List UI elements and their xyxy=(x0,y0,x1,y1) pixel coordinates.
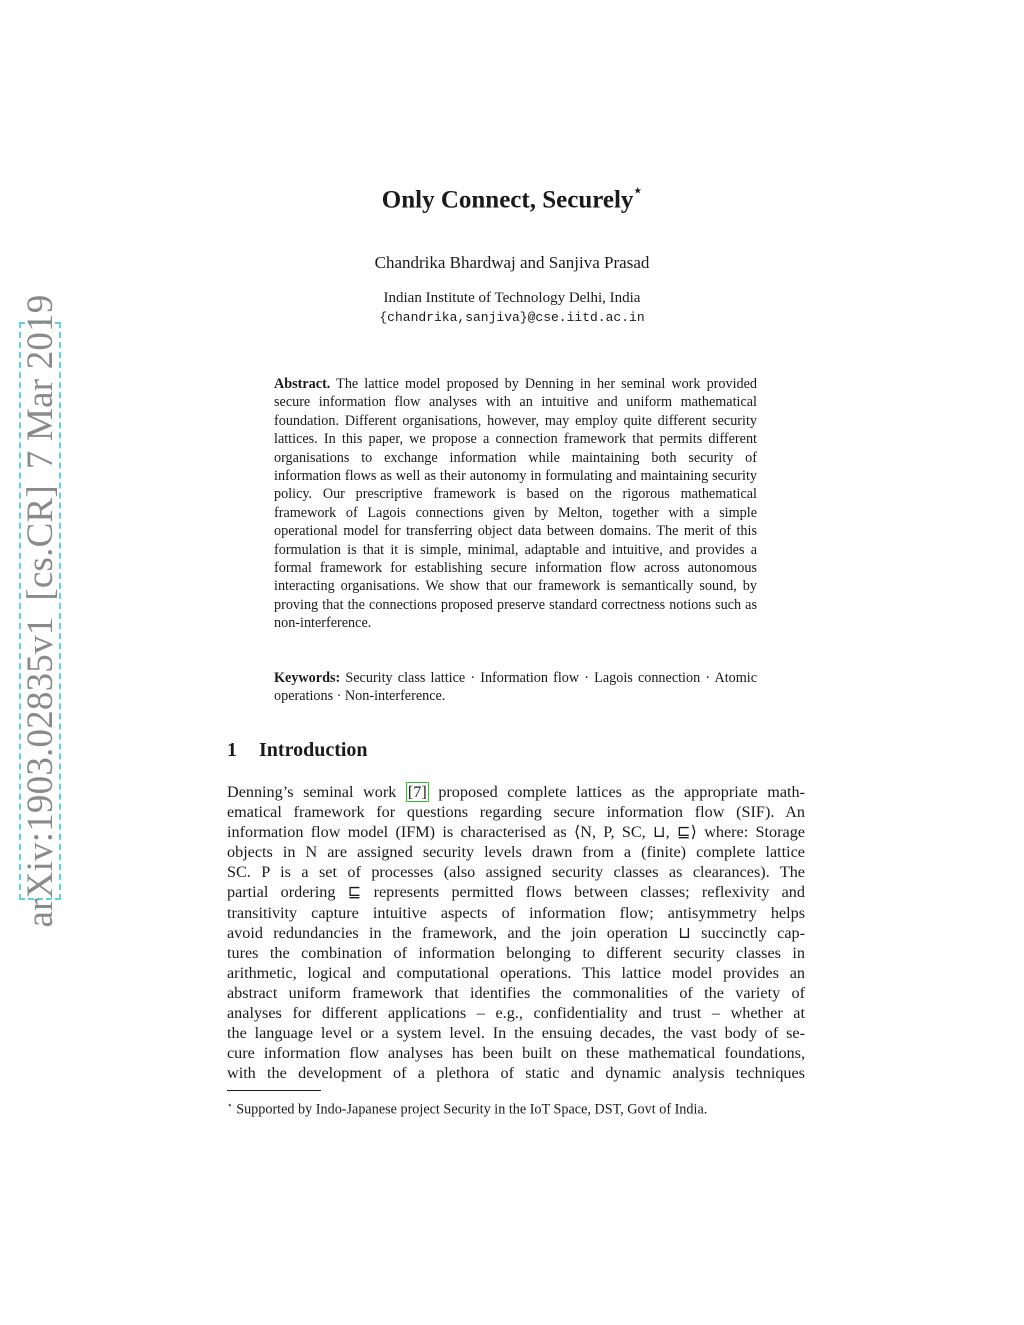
intro-line: information flow model (IFM) is characterised as ⟨N, P, SC, ⊔, ⊑⟩ where: Storage xyxy=(227,823,805,842)
affiliation: Indian Institute of Technology Delhi, India xyxy=(383,290,641,306)
author-email[interactable]: {chandrika,sanjiva}@cse.iitd.ac.in xyxy=(379,310,645,325)
intro-line: avoid redundancies in the framework, and the join operation ⊔ succinctly cap- xyxy=(227,923,805,942)
section-number: 1 xyxy=(227,739,237,761)
intro-line: objects in N are assigned security levels drawn from a (finite) complete lattice xyxy=(227,843,805,862)
intro-line: abstract uniform framework that identifies the commonalities of the variety of xyxy=(227,983,805,1002)
author-list: Chandrika Bhardwaj and Sanjiva Prasad xyxy=(374,253,650,272)
intro-line: transitivity capture intuitive aspects of information flow; antisymmetry helps xyxy=(227,903,805,922)
keywords-text: Security class lattice · Information flow · Lagois connection · Atomic operations · Non-interference. xyxy=(274,670,757,705)
footnote-text: Supported by Indo-Japanese project Security in the IoT Space, DST, Govt of India. xyxy=(236,1101,708,1118)
affiliation-block xyxy=(0,289,1024,327)
footnote-mark: ⋆ xyxy=(227,1100,233,1110)
intro-line: Denning’s seminal work [7] proposed complete lattices as the appropriate math- xyxy=(227,783,805,801)
section-heading xyxy=(227,739,368,762)
keywords-label: Keywords: xyxy=(274,670,341,686)
arxiv-category: [cs.CR] xyxy=(19,485,61,601)
abstract-text: The lattice model proposed by Denning in her seminal work provided secure information flow analyses with an intuitive and uniform mathematical foundation. Different organisations, however, may employ quite different security lattices. In this paper, we propose a connection framework that permits different organisations to exchange information while maintaining both security of information flows as well as their autonomy in formulating and maintaining security policy. Our prescriptive framework is based on the rigorous mathematical framework of Lagois connections given by Melton, together with a simple operational model for transferring object data between domains. The merit of this formulation is that it is simple, minimal, adaptable and intuitive, and provides a formal framework for establishing secure information flow across autonomous interacting organisations. We show that our framework is semantically sound, by proving that the connections proposed preserve standard correctness notions such as non-interference. xyxy=(274,376,758,632)
intro-line: analyses for different applications – e.g., confidentiality and trust – whether at xyxy=(227,1004,805,1023)
intro-line: with the development of a plethora of static and dynamic analysis techniques xyxy=(227,1064,805,1083)
intro-line: arithmetic, logical and computational operations. This lattice model provides an xyxy=(227,963,805,982)
introduction-body xyxy=(227,782,805,1083)
keywords xyxy=(274,669,757,706)
arxiv-id[interactable]: arXiv:1903.02835v1 xyxy=(19,616,61,928)
abstract xyxy=(274,375,757,633)
abstract-label: Abstract. xyxy=(274,376,331,392)
footnote xyxy=(227,1096,807,1119)
title-footnote-mark[interactable]: ⋆ xyxy=(633,184,643,199)
paper-title xyxy=(0,186,1024,214)
intro-line: ematical framework for questions regarding secure information flow (SIF). An xyxy=(227,803,805,822)
citation-link[interactable]: [7] xyxy=(407,783,427,801)
section-title: Introduction xyxy=(259,739,368,761)
intro-line: cure information flow analyses has been built on these mathematical foundations, xyxy=(227,1044,805,1063)
intro-line: SC. P is a set of processes (also assigned security classes as clearances). The xyxy=(227,863,805,882)
arxiv-date: 7 Mar 2019 xyxy=(19,294,61,470)
intro-line: the language level or a system level. In the ensuing decades, the vast body of se- xyxy=(227,1024,805,1043)
intro-line: partial ordering ⊑ represents permitted flows between classes; reflexivity and xyxy=(227,883,805,902)
intro-line: tures the combination of information belonging to different security classes in xyxy=(227,943,805,962)
paper-title-text: Only Connect, Securely xyxy=(381,186,634,214)
footnote-rule xyxy=(227,1090,321,1091)
arxiv-stamp[interactable] xyxy=(19,294,61,928)
